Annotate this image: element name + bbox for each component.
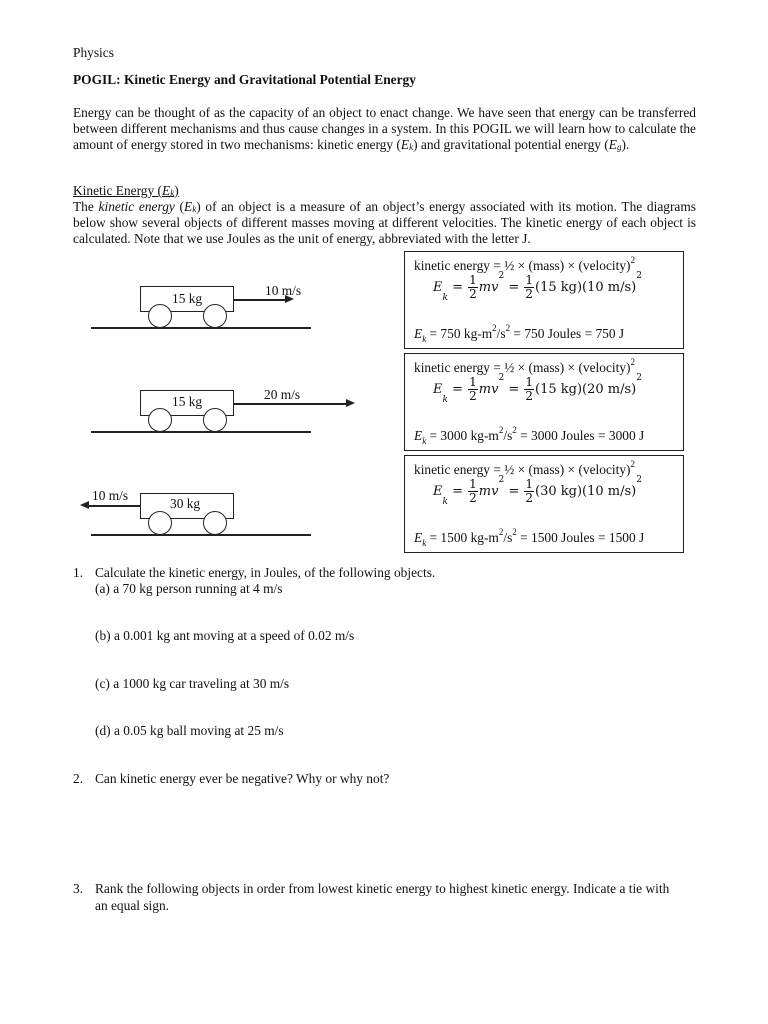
- formula-box-3: [404, 455, 684, 553]
- arrow-right-icon: [285, 295, 294, 303]
- formula-words: kinetic energy = ½ × (mass) × (velocity)$^2$: [414, 357, 636, 375]
- eg-symbol: $E_g$: [608, 137, 622, 152]
- question-1c: (c) a 1000 kg car traveling at 30 m/s: [95, 676, 290, 691]
- formula-words: kinetic energy = ½ × (mass) × (velocity)$^2$: [414, 255, 636, 273]
- question-2-number: 2.: [73, 771, 84, 786]
- question-2-text: Can kinetic energy ever be negative? Why or why not?: [95, 771, 390, 786]
- mass-label: 15 kg: [172, 394, 203, 409]
- question-1a: (a) a 70 kg person running at 4 m/s: [95, 581, 283, 596]
- ground-line: [91, 327, 311, 329]
- cart-wheel: [148, 511, 172, 535]
- arrow-left-icon: [80, 501, 89, 509]
- intro-text: Energy can be thought of as the capacity of an object to enact change. We have seen that energy can be transferred between different mechanisms and thus cause changes in a system. In this POGIL we will learn how to calculate the amount of energy stored in two mechanisms: kinetic energy (: [73, 105, 696, 152]
- cart-wheel: [203, 304, 227, 328]
- mass-label: 30 kg: [170, 496, 201, 511]
- ground-line: [91, 431, 311, 433]
- intro-text-3: ).: [621, 137, 630, 152]
- ek-symbol: $E_k$: [400, 137, 414, 152]
- formula-box-2: [404, 353, 684, 451]
- cart-wheel: [203, 408, 227, 432]
- question-1-text: Calculate the kinetic energy, in Joules, of the following objects.: [95, 565, 436, 580]
- velocity-label: 10 m/s: [92, 488, 129, 503]
- ground-line: [91, 534, 311, 536]
- formula-result: $E_k = 750$ $kg-m^2/s^2 = 750$ Joules = 750 J: [414, 323, 625, 344]
- formula-result: $E_k = 3000$ $kg-m^2/s^2 = 3000$ Joules = 3000 J: [414, 425, 645, 446]
- cart-wheel: [203, 511, 227, 535]
- question-1d: (d) a 0.05 kg ball moving at 25 m/s: [95, 723, 284, 738]
- question-1-number: 1.: [73, 565, 84, 580]
- formula-equation: $E_k$ = $\frac{1}{2}$ $mv^2$ = $\frac{1}{2}$ (30 kg)(10 m/s)$^2$: [433, 475, 642, 507]
- kinetic-energy-heading: Kinetic Energy $(E_k)$: [73, 183, 179, 198]
- question-1b: (b) a 0.001 kg ant moving at a speed of 0.02 m/s: [95, 628, 355, 643]
- kinetic-term: kinetic energy: [98, 199, 175, 214]
- question-3-number: 3.: [73, 881, 84, 896]
- velocity-arrow: [234, 299, 286, 301]
- intro-paragraph: [73, 105, 696, 153]
- velocity-label: 20 m/s: [264, 387, 301, 402]
- question-3-text: Rank the following objects in order from lowest kinetic energy to highest kinetic energy. Indicate a tie with: [95, 881, 670, 896]
- kinetic-paragraph: The kinetic energy $(E_k)$ of an object is a measure of an object’s energy associated with its motion. The diagrams below show several objects of different masses moving at different velocities. The kinetic energy of each object is calculated. Note that we use Joules as the unit of energy, abbreviated with the letter J.: [73, 199, 696, 246]
- formula-result: $E_k = 1500$ $kg-m^2/s^2 = 1500$ Joules = 1500 J: [414, 527, 645, 548]
- cart-wheel: [148, 408, 172, 432]
- formula-equation: $E_k$ = $\frac{1}{2}$ $mv^2$ = $\frac{1}{2}$ (15 kg)(10 m/s)$^2$: [433, 271, 642, 303]
- cart-wheel: [148, 304, 172, 328]
- formula-box-1: [404, 251, 684, 349]
- velocity-arrow: [234, 403, 346, 405]
- question-3-text-2: an equal sign.: [95, 898, 170, 913]
- velocity-arrow: [89, 505, 140, 507]
- arrow-right-icon: [346, 399, 355, 407]
- page-title: POGIL: Kinetic Energy and Gravitational Potential Energy: [73, 72, 416, 87]
- intro-text-2: ) and gravitational potential energy (: [413, 137, 609, 152]
- formula-words: kinetic energy = ½ × (mass) × (velocity)$^2$: [414, 459, 636, 477]
- velocity-label: 10 m/s: [265, 283, 302, 298]
- formula-equation: $E_k$ = $\frac{1}{2}$ $mv^2$ = $\frac{1}{2}$ (15 kg)(20 m/s)$^2$: [433, 373, 642, 405]
- subject-label: Physics: [73, 45, 114, 60]
- mass-label: 15 kg: [172, 291, 203, 306]
